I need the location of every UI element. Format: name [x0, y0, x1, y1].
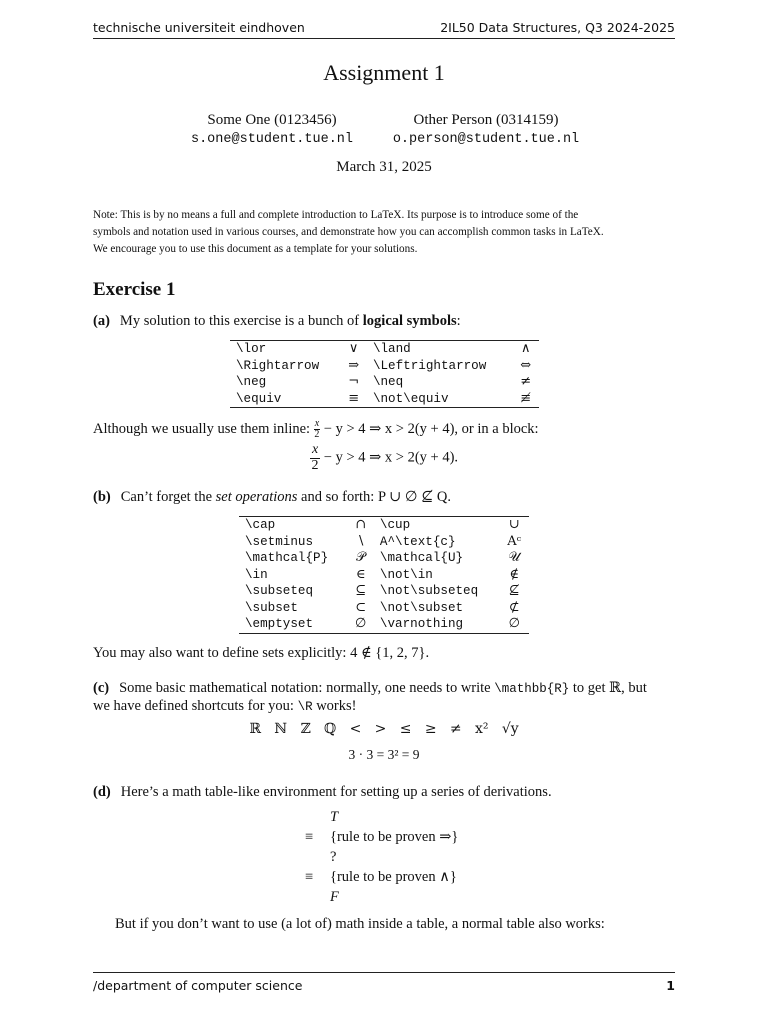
logic-command-cell: \equiv [236, 391, 282, 406]
page-number: 1 [666, 978, 675, 993]
note-line-1: Note: This is by no means a full and complete introduction to LaTeX. Its purpose is to introduce some of the [93, 209, 579, 221]
part-a-intro: (a) My solution to this exercise is a bunch of logical symbols: [93, 313, 461, 329]
set-row [239, 550, 529, 567]
set-symbol-cell: ∅ [508, 616, 520, 631]
code-R: \R [297, 700, 313, 714]
part-a-inline: Although we usually use them inline: $\frac{x}{2}$ − y > 4 ⇒ x > 2(y + 4), or in a block: [93, 418, 539, 440]
set-row [239, 517, 529, 534]
part-a-label: (a) [93, 313, 110, 329]
part-d-intro: (d) Here’s a math table-like environment for setting up a series of derivations. [93, 784, 552, 800]
set-command-cell: \not\subseteq [379, 584, 479, 598]
logic-symbol-cell: ¬ [348, 374, 360, 389]
set-command-cell: \cap [245, 518, 276, 532]
logic-symbol-cell: ≢ [520, 390, 532, 406]
set-command-cell: \in [245, 567, 268, 582]
set-symbol-cell: ⊈ [508, 583, 520, 598]
part-a-block-equation: $\frac{x}{2}$ − y > 4 ⇒ x > 2(y + 4). [311, 442, 459, 473]
derivation-expression: T [330, 809, 339, 825]
set-symbol-cell: 𝒰 [508, 550, 521, 565]
derivation-expression: {rule to be proven ∧} [330, 869, 457, 885]
set-row [239, 534, 529, 551]
intro-note [93, 207, 677, 258]
logic-row [230, 391, 539, 408]
author-2-email: o.person@student.tue.nl [392, 132, 580, 147]
set-command-cell: \subseteq [245, 584, 314, 598]
set-row [239, 616, 529, 633]
set-operations-table [239, 516, 529, 634]
logic-symbol-cell: ∧ [520, 341, 531, 356]
set-symbol-cell: ∪ [508, 517, 520, 532]
set-row [239, 600, 529, 617]
part-c-label: (c) [93, 680, 110, 696]
set-command-cell: \mathcal{U} [379, 551, 464, 565]
logic-command-cell: \Rightarrow [236, 358, 320, 373]
derivation-operator: ≡ [305, 869, 314, 885]
logic-symbol-cell: ⇔ [520, 357, 532, 373]
set-command-cell: \setminus [245, 534, 314, 549]
logic-symbol-cell: ≠ [520, 374, 532, 389]
author-1 [152, 111, 392, 149]
set-symbol-cell: ∩ [355, 517, 367, 532]
page-header [93, 20, 675, 39]
logic-command-cell: \neg [236, 375, 267, 389]
notation-symbols: ℝ ℕ ℤ ℚ < > ≤ ≥ ≠ x² √y [249, 721, 519, 737]
part-b-intro: (b) Can’t forget the set operations and so forth: P ∪ ∅ ⊈ Q. [93, 489, 452, 505]
logic-symbol-cell: ⇒ [348, 357, 360, 373]
set-command-cell: \varnothing [379, 617, 464, 631]
set-symbol-cell: ∅ [354, 616, 367, 631]
header-course: 2IL50 Data Structures, Q3 2024-2025 [440, 20, 675, 35]
logic-symbol-cell: ∨ [348, 341, 359, 356]
part-c-intro: (c) Some basic mathematical notation: normally, one needs to write \mathbb{R} to get ℝ, but we have defined shortcuts for you: \R works! [93, 680, 647, 714]
logic-command-cell: \not\equiv [372, 391, 449, 406]
set-command-cell: \not\subset [379, 600, 464, 615]
part-b-after: You may also want to define sets explicitly: 4 ∉ {1, 2, 7}. [93, 645, 430, 661]
part-b-label: (b) [93, 489, 111, 505]
logical-symbols-table [230, 340, 539, 408]
author-1-name: Some One (0123456) [207, 112, 337, 128]
logic-symbol-cell: ≡ [348, 390, 360, 406]
set-symbol-cell: ∉ [509, 566, 520, 582]
set-row [239, 567, 529, 584]
logic-command-cell: \neq [372, 375, 404, 389]
inline-fraction: $\frac{x}{2}$ [314, 418, 320, 440]
set-command-cell: A^\text{c} [379, 534, 456, 549]
set-symbol-cell: ⊄ [508, 599, 520, 615]
logic-command-cell: \Leftrightarrow [372, 358, 487, 373]
derivation-expression: {rule to be proven ⇒} [330, 829, 459, 845]
part-d-label: (d) [93, 784, 111, 800]
set-symbol-cell: ⊆ [355, 583, 367, 598]
logic-row [230, 341, 539, 358]
note-line-2: symbols and notation used in various courses, and demonstrate how you can accomplish common tasks in LaTeX. [93, 226, 604, 238]
set-symbol-cell: 𝒫 [355, 550, 366, 565]
author-2-name: Other Person (0314159) [413, 112, 559, 128]
set-row [239, 583, 529, 600]
set-symbol-cell: ∖ [356, 533, 365, 549]
part-d-after: But if you don’t want to use (a lot of) math inside a table, a normal table also works: [115, 916, 605, 932]
code-mathbb: \mathbb{R} [494, 682, 570, 696]
author-1-email: s.one@student.tue.nl [190, 132, 354, 147]
note-line-3: We encourage you to use this document as a template for your solutions. [93, 243, 418, 255]
set-symbol-cell: Aᶜ [507, 533, 522, 549]
set-command-cell: \not\in [379, 567, 433, 582]
block-fraction: $\frac{x}{2}$ [311, 442, 319, 473]
logic-row [230, 358, 539, 375]
logic-command-cell: \land [372, 342, 411, 356]
logic-command-cell: \lor [236, 342, 267, 356]
header-university: technische universiteit eindhoven [93, 20, 305, 35]
derivation-expression: F [330, 889, 339, 905]
document-title: Assignment 1 [323, 60, 445, 85]
document-date: March 31, 2025 [336, 159, 432, 175]
set-symbol-cell: ⊂ [355, 599, 367, 615]
derivation-operator: ≡ [305, 829, 314, 845]
author-2 [366, 111, 606, 149]
page-footer [93, 972, 675, 993]
set-command-cell: \emptyset [245, 617, 314, 631]
footer-department: /department of computer science [93, 978, 303, 993]
notation-equation: 3 · 3 = 3² = 9 [348, 747, 420, 762]
logic-row [230, 374, 539, 391]
derivation-expression: ? [330, 849, 337, 865]
set-command-cell: \subset [245, 600, 298, 615]
set-symbol-cell: ∈ [355, 566, 366, 582]
exercise-heading: Exercise 1 [93, 279, 176, 300]
set-command-cell: \mathcal{P} [245, 551, 329, 565]
set-command-cell: \cup [379, 518, 411, 532]
